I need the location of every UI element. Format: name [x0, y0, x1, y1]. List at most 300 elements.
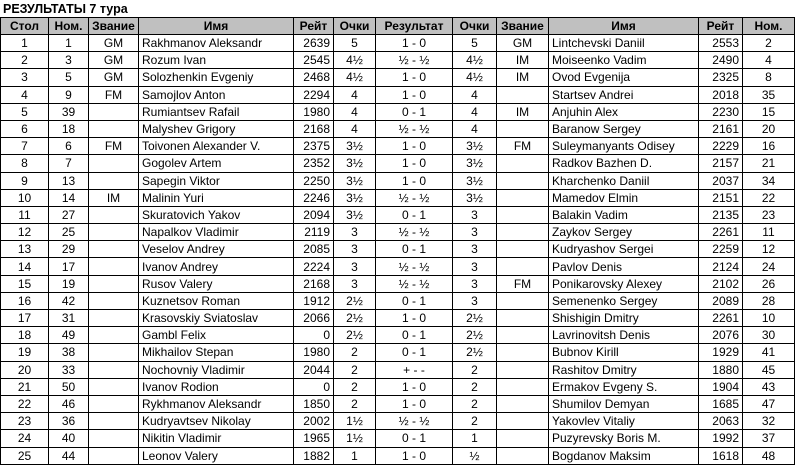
number-opponent-cell: 16 [743, 138, 795, 155]
points-opponent-cell: 4 [453, 86, 497, 103]
name-opponent-cell: Moiseenko Vadim [549, 52, 699, 69]
rating-opponent-cell: 2076 [699, 327, 743, 344]
rating-cell: 2352 [294, 155, 334, 172]
name-cell: Rakhmanov Aleksandr [139, 35, 294, 52]
rating-cell: 0 [294, 378, 334, 395]
name-opponent-cell: Lintchevski Daniil [549, 35, 699, 52]
title-opponent-cell [497, 241, 549, 258]
title-cell: FM [89, 138, 139, 155]
name-cell: Rozum Ivan [139, 52, 294, 69]
title-cell [89, 224, 139, 241]
board-cell: 24 [1, 430, 49, 447]
number-opponent-cell: 10 [743, 310, 795, 327]
table-row [1, 138, 795, 155]
result-cell: 1 - 0 [376, 378, 453, 395]
points-opponent-cell: 3½ [453, 172, 497, 189]
rating-opponent-cell: 1992 [699, 430, 743, 447]
table-row [1, 172, 795, 189]
board-cell: 19 [1, 344, 49, 361]
title-opponent-cell [497, 344, 549, 361]
title-opponent-cell: FM [497, 138, 549, 155]
name-cell: Kuznetsov Roman [139, 292, 294, 309]
points-opponent-cell: 2 [453, 413, 497, 430]
title-opponent-cell [497, 120, 549, 137]
name-opponent-cell: Ovod Evgenija [549, 69, 699, 86]
rating-cell: 1980 [294, 344, 334, 361]
name-opponent-cell: Balakin Vadim [549, 206, 699, 223]
title-cell [89, 155, 139, 172]
result-cell: 1 - 0 [376, 138, 453, 155]
name-cell: Gambl Felix [139, 327, 294, 344]
name-opponent-cell: Bubnov Kirill [549, 344, 699, 361]
number-cell: 3 [49, 52, 89, 69]
title-cell [89, 361, 139, 378]
name-opponent-cell: Pavlov Denis [549, 258, 699, 275]
rating-cell: 2468 [294, 69, 334, 86]
number-opponent-cell: 28 [743, 292, 795, 309]
title-cell [89, 378, 139, 395]
number-opponent-cell: 41 [743, 344, 795, 361]
title-opponent-cell [497, 327, 549, 344]
number-cell: 18 [49, 120, 89, 137]
number-cell: 40 [49, 430, 89, 447]
number-opponent-cell: 47 [743, 395, 795, 412]
number-cell: 19 [49, 275, 89, 292]
rating-cell: 2066 [294, 310, 334, 327]
title-opponent-cell [497, 224, 549, 241]
board-cell: 17 [1, 310, 49, 327]
title-cell: GM [89, 69, 139, 86]
result-cell: 0 - 1 [376, 344, 453, 361]
title-opponent-cell [497, 310, 549, 327]
points-cell: 4 [334, 86, 376, 103]
number-opponent-cell: 11 [743, 224, 795, 241]
board-cell: 25 [1, 447, 49, 464]
result-cell: 1 - 0 [376, 155, 453, 172]
title-opponent-cell [497, 258, 549, 275]
board-cell: 9 [1, 172, 49, 189]
rating-opponent-cell: 2089 [699, 292, 743, 309]
number-opponent-cell: 8 [743, 69, 795, 86]
rating-cell: 1850 [294, 395, 334, 412]
points-opponent-cell: 2½ [453, 344, 497, 361]
name-cell: Mikhailov Stepan [139, 344, 294, 361]
number-cell: 38 [49, 344, 89, 361]
rating-cell: 2044 [294, 361, 334, 378]
board-cell: 13 [1, 241, 49, 258]
title-opponent-cell [497, 378, 549, 395]
points-cell: 3½ [334, 155, 376, 172]
points-cell: 3 [334, 241, 376, 258]
points-opponent-cell: 1 [453, 430, 497, 447]
number-opponent-cell: 30 [743, 327, 795, 344]
number-opponent-cell: 22 [743, 189, 795, 206]
board-cell: 5 [1, 103, 49, 120]
rating-opponent-cell: 1685 [699, 395, 743, 412]
number-opponent-cell: 45 [743, 361, 795, 378]
table-row [1, 155, 795, 172]
rating-cell: 2168 [294, 120, 334, 137]
points-cell: 3 [334, 275, 376, 292]
rating-opponent-cell: 2157 [699, 155, 743, 172]
number-cell: 14 [49, 189, 89, 206]
number-opponent-cell: 37 [743, 430, 795, 447]
header-row [1, 18, 795, 35]
title-opponent-cell [497, 172, 549, 189]
result-cell: 0 - 1 [376, 327, 453, 344]
col-header-title: Звание [89, 18, 139, 35]
rating-cell: 2246 [294, 189, 334, 206]
number-cell: 39 [49, 103, 89, 120]
points-cell: 2 [334, 395, 376, 412]
points-opponent-cell: 4½ [453, 52, 497, 69]
title-cell [89, 327, 139, 344]
result-cell: + - - [376, 361, 453, 378]
board-cell: 23 [1, 413, 49, 430]
rating-cell: 1980 [294, 103, 334, 120]
title-opponent-cell: FM [497, 275, 549, 292]
rating-opponent-cell: 2018 [699, 86, 743, 103]
table-row [1, 69, 795, 86]
title-opponent-cell: IM [497, 103, 549, 120]
result-cell: ½ - ½ [376, 52, 453, 69]
name-cell: Rumiantsev Rafail [139, 103, 294, 120]
board-cell: 16 [1, 292, 49, 309]
number-cell: 36 [49, 413, 89, 430]
title-cell [89, 447, 139, 464]
points-cell: 4½ [334, 52, 376, 69]
rating-cell: 0 [294, 327, 334, 344]
title-cell [89, 103, 139, 120]
result-cell: 0 - 1 [376, 241, 453, 258]
number-cell: 44 [49, 447, 89, 464]
result-cell: ½ - ½ [376, 258, 453, 275]
points-opponent-cell: 2 [453, 361, 497, 378]
name-cell: Nikitin Vladimir [139, 430, 294, 447]
page-title: РЕЗУЛЬТАТЫ 7 тура [3, 2, 128, 16]
name-cell: Veselov Andrey [139, 241, 294, 258]
title-opponent-cell: GM [497, 35, 549, 52]
title-opponent-cell: IM [497, 52, 549, 69]
number-opponent-cell: 32 [743, 413, 795, 430]
board-cell: 3 [1, 69, 49, 86]
board-cell: 6 [1, 120, 49, 137]
name-cell: Rusov Valery [139, 275, 294, 292]
board-cell: 11 [1, 206, 49, 223]
name-opponent-cell: Radkov Bazhen D. [549, 155, 699, 172]
rating-cell: 2224 [294, 258, 334, 275]
name-opponent-cell: Yakovlev Vitaliy [549, 413, 699, 430]
points-cell: 3½ [334, 189, 376, 206]
rating-cell: 2085 [294, 241, 334, 258]
title-opponent-cell [497, 447, 549, 464]
title-cell: GM [89, 52, 139, 69]
table-row [1, 224, 795, 241]
title-opponent-cell [497, 189, 549, 206]
table-row [1, 241, 795, 258]
points-opponent-cell: 3 [453, 241, 497, 258]
points-cell: 2 [334, 344, 376, 361]
rating-opponent-cell: 2161 [699, 120, 743, 137]
number-cell: 29 [49, 241, 89, 258]
title-opponent-cell: IM [497, 69, 549, 86]
points-cell: 2½ [334, 292, 376, 309]
table-row [1, 361, 795, 378]
points-opponent-cell: 3 [453, 275, 497, 292]
name-opponent-cell: Bogdanov Maksim [549, 447, 699, 464]
title-cell [89, 172, 139, 189]
title-cell [89, 206, 139, 223]
points-opponent-cell: 4 [453, 103, 497, 120]
col-header-board: Стол [1, 18, 49, 35]
title-opponent-cell [497, 361, 549, 378]
rating-cell: 2250 [294, 172, 334, 189]
table-row [1, 103, 795, 120]
number-cell: 9 [49, 86, 89, 103]
board-cell: 10 [1, 189, 49, 206]
table-row [1, 430, 795, 447]
title-opponent-cell [497, 292, 549, 309]
board-cell: 12 [1, 224, 49, 241]
points-opponent-cell: 3½ [453, 138, 497, 155]
table-row [1, 413, 795, 430]
name-cell: Malinin Yuri [139, 189, 294, 206]
rating-opponent-cell: 2553 [699, 35, 743, 52]
number-cell: 5 [49, 69, 89, 86]
title-opponent-cell [497, 86, 549, 103]
name-opponent-cell: Puzyrevsky Boris M. [549, 430, 699, 447]
table-row [1, 327, 795, 344]
points-opponent-cell: 2 [453, 378, 497, 395]
board-cell: 2 [1, 52, 49, 69]
number-cell: 46 [49, 395, 89, 412]
name-cell: Ivanov Andrey [139, 258, 294, 275]
points-opponent-cell: 4½ [453, 69, 497, 86]
title-cell [89, 275, 139, 292]
name-cell: Malyshev Grigory [139, 120, 294, 137]
col-header-title-opponent: Звание [497, 18, 549, 35]
result-cell: 0 - 1 [376, 206, 453, 223]
name-cell: Skuratovich Yakov [139, 206, 294, 223]
table-row [1, 86, 795, 103]
result-cell: 0 - 1 [376, 292, 453, 309]
result-cell: 1 - 0 [376, 447, 453, 464]
board-cell: 1 [1, 35, 49, 52]
rating-opponent-cell: 1904 [699, 378, 743, 395]
table-row [1, 206, 795, 223]
col-header-name: Имя [139, 18, 294, 35]
rating-cell: 1882 [294, 447, 334, 464]
name-cell: Leonov Valery [139, 447, 294, 464]
number-opponent-cell: 34 [743, 172, 795, 189]
name-opponent-cell: Shishigin Dmitry [549, 310, 699, 327]
name-opponent-cell: Zaykov Sergey [549, 224, 699, 241]
rating-opponent-cell: 2261 [699, 224, 743, 241]
number-opponent-cell: 35 [743, 86, 795, 103]
table-row [1, 310, 795, 327]
col-header-rating: Рейт [294, 18, 334, 35]
name-opponent-cell: Kudryashov Sergei [549, 241, 699, 258]
name-opponent-cell: Semenenko Sergey [549, 292, 699, 309]
result-cell: 1 - 0 [376, 69, 453, 86]
table-row [1, 189, 795, 206]
table-row [1, 120, 795, 137]
points-opponent-cell: ½ [453, 447, 497, 464]
number-cell: 42 [49, 292, 89, 309]
name-cell: Kudryavtsev Nikolay [139, 413, 294, 430]
points-opponent-cell: 5 [453, 35, 497, 52]
title-cell: IM [89, 189, 139, 206]
title-cell [89, 344, 139, 361]
result-cell: 0 - 1 [376, 430, 453, 447]
table-row [1, 447, 795, 464]
title-opponent-cell [497, 395, 549, 412]
name-opponent-cell: Baranow Sergey [549, 120, 699, 137]
board-cell: 15 [1, 275, 49, 292]
board-cell: 4 [1, 86, 49, 103]
rating-cell: 2002 [294, 413, 334, 430]
points-cell: 1 [334, 447, 376, 464]
title-opponent-cell [497, 430, 549, 447]
name-cell: Sapegin Viktor [139, 172, 294, 189]
title-cell [89, 430, 139, 447]
number-opponent-cell: 4 [743, 52, 795, 69]
points-opponent-cell: 3 [453, 206, 497, 223]
points-opponent-cell: 4 [453, 120, 497, 137]
col-header-result: Результат [376, 18, 453, 35]
rating-cell: 2119 [294, 224, 334, 241]
title-opponent-cell [497, 413, 549, 430]
points-cell: 3½ [334, 172, 376, 189]
rating-cell: 2094 [294, 206, 334, 223]
title-cell [89, 241, 139, 258]
name-cell: Napalkov Vladimir [139, 224, 294, 241]
result-cell: ½ - ½ [376, 413, 453, 430]
col-header-points: Очки [334, 18, 376, 35]
result-cell: 1 - 0 [376, 172, 453, 189]
points-cell: 3 [334, 224, 376, 241]
number-cell: 33 [49, 361, 89, 378]
results-table [0, 17, 795, 465]
name-opponent-cell: Ponikarovsky Alexey [549, 275, 699, 292]
table-row [1, 344, 795, 361]
rating-opponent-cell: 2490 [699, 52, 743, 69]
title-opponent-cell [497, 206, 549, 223]
number-opponent-cell: 48 [743, 447, 795, 464]
rating-cell: 2639 [294, 35, 334, 52]
name-opponent-cell: Mamedov Elmin [549, 189, 699, 206]
name-opponent-cell: Lavrinovitsh Denis [549, 327, 699, 344]
name-cell: Krasovskiy Sviatoslav [139, 310, 294, 327]
points-opponent-cell: 3 [453, 292, 497, 309]
results-body [1, 35, 795, 465]
title-cell [89, 258, 139, 275]
title-cell [89, 413, 139, 430]
name-cell: Nochovniy Vladimir [139, 361, 294, 378]
number-cell: 6 [49, 138, 89, 155]
table-row [1, 52, 795, 69]
title-cell: GM [89, 35, 139, 52]
col-header-number-opponent: Ном. [743, 18, 795, 35]
result-cell: 1 - 0 [376, 395, 453, 412]
rating-opponent-cell: 2037 [699, 172, 743, 189]
name-cell: Solozhenkin Evgeniy [139, 69, 294, 86]
rating-opponent-cell: 1929 [699, 344, 743, 361]
title-cell: FM [89, 86, 139, 103]
rating-opponent-cell: 2063 [699, 413, 743, 430]
result-cell: ½ - ½ [376, 120, 453, 137]
number-opponent-cell: 20 [743, 120, 795, 137]
number-cell: 17 [49, 258, 89, 275]
board-cell: 21 [1, 378, 49, 395]
number-cell: 50 [49, 378, 89, 395]
points-cell: 2 [334, 378, 376, 395]
result-cell: 0 - 1 [376, 103, 453, 120]
points-cell: 2½ [334, 327, 376, 344]
points-opponent-cell: 2 [453, 395, 497, 412]
number-cell: 7 [49, 155, 89, 172]
name-opponent-cell: Ermakov Evgeny S. [549, 378, 699, 395]
points-cell: 4½ [334, 69, 376, 86]
result-cell: 1 - 0 [376, 35, 453, 52]
points-opponent-cell: 2½ [453, 310, 497, 327]
table-row [1, 35, 795, 52]
result-cell: ½ - ½ [376, 189, 453, 206]
number-opponent-cell: 21 [743, 155, 795, 172]
board-cell: 18 [1, 327, 49, 344]
name-opponent-cell: Startsev Andrei [549, 86, 699, 103]
result-cell: ½ - ½ [376, 224, 453, 241]
points-cell: 2 [334, 361, 376, 378]
name-opponent-cell: Suleymanyants Odisey [549, 138, 699, 155]
rating-opponent-cell: 2229 [699, 138, 743, 155]
name-opponent-cell: Rashitov Dmitry [549, 361, 699, 378]
table-row [1, 395, 795, 412]
rating-opponent-cell: 1880 [699, 361, 743, 378]
points-opponent-cell: 2½ [453, 327, 497, 344]
board-cell: 22 [1, 395, 49, 412]
number-cell: 25 [49, 224, 89, 241]
table-row [1, 378, 795, 395]
rating-opponent-cell: 1618 [699, 447, 743, 464]
rating-opponent-cell: 2230 [699, 103, 743, 120]
rating-cell: 1912 [294, 292, 334, 309]
name-cell: Ivanov Rodion [139, 378, 294, 395]
points-opponent-cell: 3 [453, 224, 497, 241]
number-opponent-cell: 24 [743, 258, 795, 275]
rating-cell: 2294 [294, 86, 334, 103]
points-cell: 1½ [334, 413, 376, 430]
number-opponent-cell: 15 [743, 103, 795, 120]
number-opponent-cell: 43 [743, 378, 795, 395]
board-cell: 7 [1, 138, 49, 155]
points-cell: 3 [334, 258, 376, 275]
name-cell: Samojlov Anton [139, 86, 294, 103]
name-cell: Gogolev Artem [139, 155, 294, 172]
board-cell: 20 [1, 361, 49, 378]
col-header-points-opponent: Очки [453, 18, 497, 35]
col-header-number: Ном. [49, 18, 89, 35]
result-cell: 1 - 0 [376, 86, 453, 103]
number-opponent-cell: 26 [743, 275, 795, 292]
number-opponent-cell: 2 [743, 35, 795, 52]
title-cell [89, 310, 139, 327]
number-cell: 49 [49, 327, 89, 344]
table-row [1, 292, 795, 309]
number-cell: 27 [49, 206, 89, 223]
name-opponent-cell: Anjuhin Alex [549, 103, 699, 120]
title-cell [89, 292, 139, 309]
